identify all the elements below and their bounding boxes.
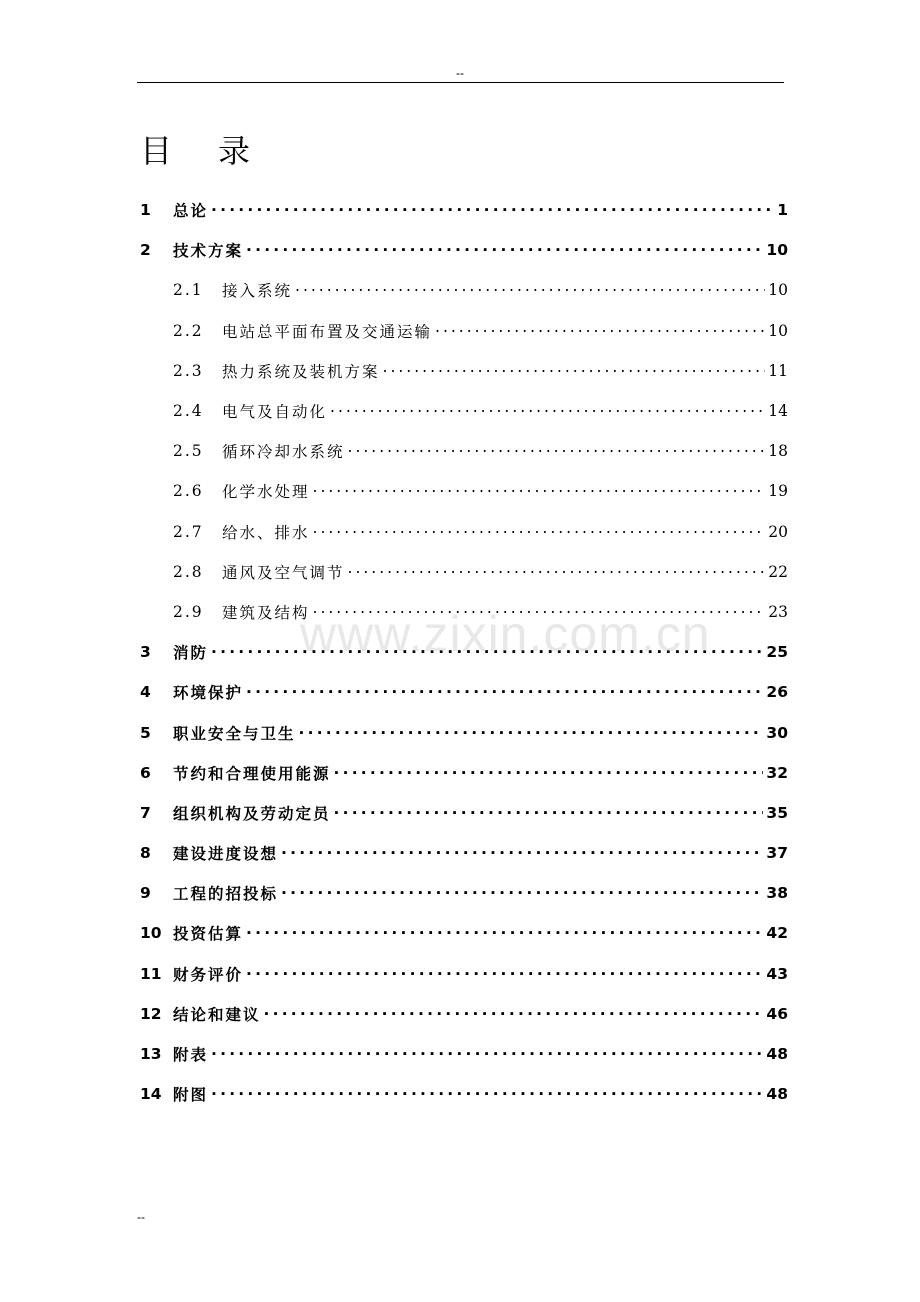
toc-entry[interactable] bbox=[140, 632, 788, 672]
toc-entry-number: 6 bbox=[140, 763, 151, 782]
toc-leader-dots bbox=[348, 444, 766, 458]
toc-entry-page: 26 bbox=[766, 683, 788, 702]
toc-leader-dots bbox=[211, 645, 763, 659]
toc-entry-title: 循环冷却水系统 bbox=[222, 443, 345, 462]
toc-entry[interactable] bbox=[140, 994, 788, 1034]
toc-entry[interactable] bbox=[140, 712, 788, 752]
toc-entry-title: 组织机构及劳动定员 bbox=[173, 804, 331, 823]
toc-entry-number: 7 bbox=[140, 803, 151, 822]
toc-entry-title: 化学水处理 bbox=[222, 483, 310, 502]
header-mark: -- bbox=[456, 66, 464, 80]
toc-entry-number: 4 bbox=[140, 683, 151, 702]
toc-leader-dots bbox=[281, 846, 763, 860]
toc-leader-dots bbox=[330, 404, 765, 418]
toc-entry-title: 电站总平面布置及交通运输 bbox=[222, 322, 433, 341]
toc-entry-page: 48 bbox=[766, 1045, 788, 1064]
toc-entry-number: 2.3 bbox=[173, 361, 204, 380]
toc-entry-number: 2.5 bbox=[173, 442, 204, 461]
toc-entry-title: 电气及自动化 bbox=[222, 403, 328, 422]
toc-entry[interactable] bbox=[140, 230, 788, 270]
toc-entry-page: 38 bbox=[766, 884, 788, 903]
toc-entry-title: 职业安全与卫生 bbox=[173, 724, 296, 743]
toc-entry-page: 42 bbox=[766, 924, 788, 943]
toc-entry-page: 43 bbox=[766, 964, 788, 983]
toc-leader-dots bbox=[281, 886, 763, 900]
toc-entry-page: 25 bbox=[766, 643, 788, 662]
toc-entry-page: 10 bbox=[766, 241, 788, 260]
toc-entry[interactable] bbox=[140, 351, 788, 391]
toc-entry-title: 建筑及结构 bbox=[222, 603, 310, 622]
toc-entry-title: 技术方案 bbox=[173, 242, 244, 261]
toc-leader-dots bbox=[246, 243, 763, 257]
toc-entry[interactable] bbox=[140, 190, 788, 230]
toc-entry[interactable] bbox=[140, 471, 788, 511]
toc-entry[interactable] bbox=[140, 1034, 788, 1074]
toc-entry-page: 37 bbox=[766, 844, 788, 863]
toc-entry-number: 3 bbox=[140, 643, 151, 662]
toc-entry-page: 48 bbox=[766, 1085, 788, 1104]
toc-entry-number: 13 bbox=[140, 1045, 162, 1064]
toc-entry-number: 9 bbox=[140, 884, 151, 903]
toc-entry-title: 节约和合理使用能源 bbox=[173, 764, 331, 783]
toc-entry-page: 20 bbox=[768, 522, 788, 541]
toc-entry-page: 14 bbox=[768, 402, 788, 421]
toc-entry-page: 35 bbox=[766, 803, 788, 822]
toc-entry[interactable] bbox=[140, 311, 788, 351]
toc-entry-number: 1 bbox=[140, 201, 151, 220]
toc-entry[interactable] bbox=[140, 954, 788, 994]
toc-entry-page: 19 bbox=[768, 482, 788, 501]
header-rule bbox=[137, 82, 784, 83]
toc-entry[interactable] bbox=[140, 753, 788, 793]
toc-entry-page: 46 bbox=[766, 1004, 788, 1023]
toc-leader-dots bbox=[313, 484, 766, 498]
toc-entry[interactable] bbox=[140, 431, 788, 471]
toc-leader-dots bbox=[334, 766, 764, 780]
toc-entry-title: 附表 bbox=[173, 1046, 209, 1065]
toc-leader-dots bbox=[435, 324, 765, 338]
toc-entry-title: 结论和建议 bbox=[173, 1005, 261, 1024]
toc-entry[interactable] bbox=[140, 391, 788, 431]
toc-entry[interactable] bbox=[140, 1074, 788, 1114]
toc-entry-title: 财务评价 bbox=[173, 965, 244, 984]
toc-entry-page: 18 bbox=[768, 442, 788, 461]
toc-entry-page: 10 bbox=[768, 321, 788, 340]
toc-entry-page: 22 bbox=[768, 562, 788, 581]
toc-entry-title: 工程的招投标 bbox=[173, 885, 279, 904]
toc-leader-dots bbox=[211, 203, 774, 217]
toc-leader-dots bbox=[246, 926, 763, 940]
toc-leader-dots bbox=[313, 605, 766, 619]
toc-entry-page: 32 bbox=[766, 763, 788, 782]
toc-entry[interactable] bbox=[140, 672, 788, 712]
toc-entry[interactable] bbox=[140, 793, 788, 833]
toc-leader-dots bbox=[295, 283, 765, 297]
toc-entry-number: 2.4 bbox=[173, 402, 204, 421]
toc-entry-title: 给水、排水 bbox=[222, 523, 310, 542]
toc-leader-dots bbox=[264, 1007, 764, 1021]
toc-entry[interactable] bbox=[140, 913, 788, 953]
toc-entry-number: 2.9 bbox=[173, 602, 204, 621]
footer-mark: -- bbox=[137, 1210, 145, 1224]
toc-entry-title: 建设进度设想 bbox=[173, 845, 279, 864]
toc-entry-title: 通风及空气调节 bbox=[222, 563, 345, 582]
toc-leader-dots bbox=[211, 1087, 763, 1101]
toc-leader-dots bbox=[348, 565, 766, 579]
toc-entry-page: 23 bbox=[768, 602, 788, 621]
toc-leader-dots bbox=[246, 685, 763, 699]
toc-entry-title: 附图 bbox=[173, 1086, 209, 1105]
toc-entry-number: 14 bbox=[140, 1085, 162, 1104]
watermark: www.zixin.com.cn bbox=[300, 606, 711, 662]
toc-entry-title: 总论 bbox=[173, 202, 209, 221]
toc-entry-number: 2.7 bbox=[173, 522, 204, 541]
toc-entry-number: 2.6 bbox=[173, 482, 204, 501]
toc-entry[interactable] bbox=[140, 592, 788, 632]
toc-entry-number: 2.2 bbox=[173, 321, 204, 340]
toc-entry-number: 2 bbox=[140, 241, 151, 260]
toc-leader-dots bbox=[299, 726, 764, 740]
toc-entry-title: 环境保护 bbox=[173, 684, 244, 703]
toc-entry-page: 1 bbox=[777, 201, 788, 220]
toc-leader-dots bbox=[383, 364, 766, 378]
toc-entry-title: 投资估算 bbox=[173, 925, 244, 944]
toc-entry-number: 10 bbox=[140, 924, 162, 943]
toc-entry-page: 10 bbox=[768, 281, 788, 300]
toc-entry-number: 5 bbox=[140, 723, 151, 742]
toc-entry-title: 消防 bbox=[173, 644, 209, 663]
toc-entry-number: 2.1 bbox=[173, 281, 204, 300]
toc-leader-dots bbox=[246, 967, 763, 981]
toc-leader-dots bbox=[313, 525, 766, 539]
toc-entry[interactable] bbox=[140, 270, 788, 310]
toc-entry-page: 30 bbox=[766, 723, 788, 742]
toc-entry[interactable] bbox=[140, 873, 788, 913]
toc-leader-dots bbox=[211, 1047, 763, 1061]
toc-entry-title: 接入系统 bbox=[222, 282, 293, 301]
toc-entry[interactable] bbox=[140, 833, 788, 873]
toc-entry[interactable] bbox=[140, 552, 788, 592]
toc-entry-number: 2.8 bbox=[173, 562, 204, 581]
toc-entry-number: 8 bbox=[140, 844, 151, 863]
toc-entry-title: 热力系统及装机方案 bbox=[222, 362, 380, 381]
table-of-contents bbox=[140, 190, 788, 1114]
toc-entry[interactable] bbox=[140, 512, 788, 552]
toc-entry-page: 11 bbox=[768, 361, 788, 380]
toc-entry-number: 12 bbox=[140, 1004, 162, 1023]
toc-leader-dots bbox=[334, 806, 764, 820]
toc-title: 目录 bbox=[140, 132, 297, 170]
toc-entry-number: 11 bbox=[140, 964, 162, 983]
